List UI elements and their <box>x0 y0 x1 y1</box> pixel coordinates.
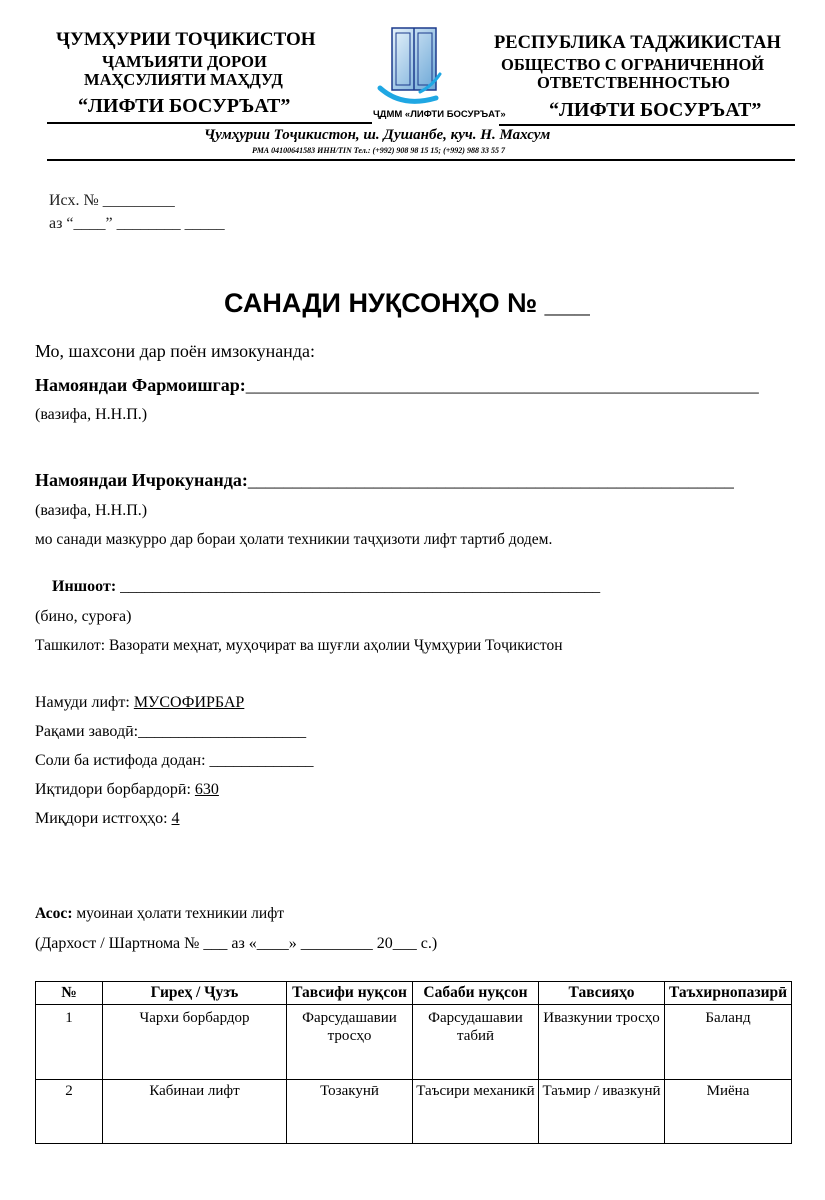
basis-contract: (Дархост / Шартнома № ___ аз «____» _________ 20___ с.) <box>35 935 438 952</box>
header-divider-right <box>499 124 795 126</box>
statement-text: мо санади мазкурро дар бораи ҳолати техникии таҷҳизоти лифт тартиб додем. <box>35 531 553 548</box>
cell-urgency: Миёна <box>665 1080 792 1144</box>
elevator-year: Соли ба истифода додан: _____________ <box>35 752 314 769</box>
cell-component: Кабинаи лифт <box>103 1080 287 1144</box>
contractor-hint: (вазифа, Н.Н.П.) <box>35 502 148 519</box>
table-row <box>36 1005 792 1080</box>
company-logo <box>372 26 506 122</box>
elevator-serial: Рақами заводӣ:_____________________ <box>35 723 307 740</box>
basis-row <box>35 905 284 923</box>
table-row <box>36 1080 792 1144</box>
elevator-type-value: МУСОФИРБАР <box>133 694 245 711</box>
header-right-line2: ОБЩЕСТВО С ОГРАНИЧЕННОЙ <box>501 55 765 74</box>
contractor-row <box>35 470 734 491</box>
logo-caption: ҶДММ «ЛИФТИ БОСУРЪАТ» <box>373 109 506 120</box>
col-header-cause: Сабаби нуқсон <box>413 982 539 1005</box>
header-right-line3: ОТВЕТСТВЕННОСТЬЮ <box>537 73 730 92</box>
facility-row <box>52 578 600 596</box>
header-address: Ҷумҳурии Тоҷикистон, ш. Душанбе, куч. Н. Махсум <box>204 127 551 143</box>
intro-text: Мо, шахсони дар поён имзокунанда: <box>35 341 315 361</box>
cell-urgency: Баланд <box>665 1005 792 1080</box>
document-title: САНАДИ НУҚСОНҲО № ___ <box>224 288 590 318</box>
elevator-stops-label: Миқдори истгоҳҳо: <box>35 810 172 827</box>
header-right-company: “ЛИФТИ БОСУРЪАТ” <box>549 99 762 121</box>
customer-label: Намояндаи Фармоишгар: <box>35 375 246 395</box>
header-right-line1: РЕСПУБЛИКА ТАДЖИКИСТАН <box>494 33 781 53</box>
cell-component: Чархи борбардор <box>103 1005 287 1080</box>
header-left-company: “ЛИФТИ БОСУРЪАТ” <box>78 95 291 117</box>
header-left-line3: МАҲСУЛИЯТИ МАҲДУД <box>84 70 283 89</box>
header-left-line2: ҶАМЪИЯТИ ДОРОИ <box>102 52 267 71</box>
contractor-line[interactable]: ______________________________________________________ <box>247 470 734 490</box>
col-header-component: Гиреҳ / Ҷузъ <box>103 982 287 1005</box>
facility-label: Иншоот: <box>52 578 117 595</box>
col-header-urgency: Таъхирнопазирӣ <box>665 982 792 1005</box>
elevator-type-label: Намуди лифт: <box>35 694 134 711</box>
col-header-number: № <box>36 982 103 1005</box>
cell-number: 1 <box>36 1005 103 1080</box>
cell-number: 2 <box>36 1080 103 1144</box>
customer-line[interactable]: _________________________________________________________ <box>245 375 759 395</box>
elevator-stops-row <box>35 810 180 828</box>
header-bottom-divider <box>47 159 795 161</box>
elevator-type-row <box>35 694 244 712</box>
elevator-capacity-row <box>35 781 219 799</box>
cell-defect: Тозакунӣ <box>287 1080 413 1144</box>
header-left-line1: ҶУМҲУРИИ ТОҶИКИСТОН <box>56 29 316 50</box>
cell-recommendation: Ивазкунии тросҳо <box>539 1005 665 1080</box>
elevator-stops-value: 4 <box>171 810 180 827</box>
header-divider-left <box>47 122 372 124</box>
customer-hint: (вазифа, Н.Н.П.) <box>35 406 148 423</box>
customer-row <box>35 375 759 396</box>
outgoing-number: Исх. № _________ <box>49 192 175 209</box>
organization-text: Ташкилот: Вазорати меҳнат, муҳоҷират ва шуғли аҳолии Ҷумҳурии Тоҷикистон <box>35 637 563 654</box>
col-header-recommendation: Тавсияҳо <box>539 982 665 1005</box>
col-header-defect: Тавсифи нуқсон <box>287 982 413 1005</box>
header-contacts: РМА 04100641583 ИНН/TIN Тел.: (+992) 908 98 15 15; (+992) 988 33 55 7 <box>252 146 505 155</box>
table-header-row <box>36 982 792 1005</box>
cell-cause: Таъсири механикӣ <box>413 1080 539 1144</box>
defects-table <box>35 981 792 1144</box>
facility-line[interactable]: ____________________________________________________________ <box>116 578 601 595</box>
elevator-capacity-label: Иқтидори борбардорӣ: <box>35 781 195 798</box>
outgoing-date: аз “____” ________ _____ <box>49 215 225 232</box>
elevator-capacity-value: 630 <box>194 781 219 798</box>
basis-text: муоинаи ҳолати техникии лифт <box>72 905 285 922</box>
elevator-logo-icon <box>372 26 506 122</box>
cell-recommendation: Таъмир / ивазкунӣ <box>539 1080 665 1144</box>
basis-label: Асос: <box>35 905 73 922</box>
cell-cause: Фарсудашавии табиӣ <box>413 1005 539 1080</box>
contractor-label: Намояндаи Ичрокунанда: <box>35 470 248 490</box>
facility-hint: (бино, суроға) <box>35 608 132 625</box>
cell-defect: Фарсудашавии тросҳо <box>287 1005 413 1080</box>
